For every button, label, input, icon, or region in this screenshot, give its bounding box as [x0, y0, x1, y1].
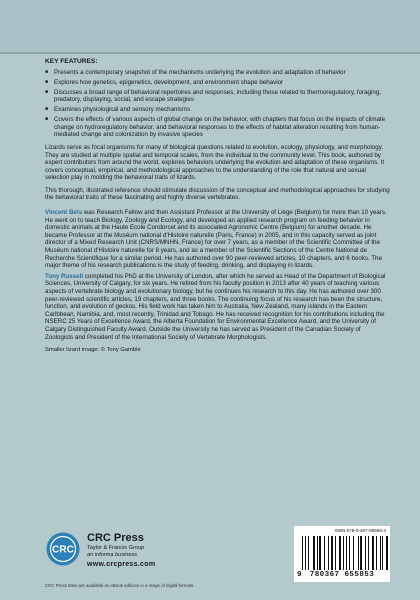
key-features-list [45, 69, 390, 139]
crc-logo-text: CRC [52, 544, 74, 556]
divider [0, 52, 420, 54]
barcode-bar [376, 536, 377, 570]
ebook-note: CRC Press titles are available as eBook editions in a range of digital formats [45, 583, 194, 588]
crc-logo-icon [45, 531, 81, 567]
barcode-bar [365, 536, 366, 570]
key-feature-item: ■ Explores how genetics, epigenetics, development, and environment shape behavior [54, 79, 390, 87]
barcode-bar [346, 536, 348, 570]
key-feature-item: ■ Examines physiological and sensory mechanisms [54, 106, 390, 114]
barcode-bar [368, 536, 369, 570]
isbn-barcode [294, 526, 390, 582]
barcode-bar [302, 536, 303, 570]
barcode-bar [386, 536, 389, 570]
author-name: Vincent Bels [45, 209, 83, 217]
top-band [0, 0, 420, 52]
barcode-bar [339, 536, 342, 570]
author-bio-text: was Research Fellow and then Assistant Professor at the University of Liège (Belgium) for more than 10 years. He went on to teach Biology, Zoology and Ecology, and developed an applied research program on feeding behavior in domestic animals at the Haute Ecole Condorcet and its associated Agronomic Centre (Belgium) for another decade. He became Professor at the Muséum national d'Histoire naturelle (Paris, France) in 2005, and in this capacity served as joint director of a Mixed Research Unit (CNRS/MNHN, France) for over 7 years, as a member of the Scientific Committee of the Muséum national d'Histoire naturelle for 8 years, and as a member of the Scientific Sections of the Centre National de Recherche Scientifique for a similar period. He has authored over 90 peer-reviewed articles, 10 chapters, and 6 books. The major theme of his research publications is the study of feeding, drinking, and displaying in lizards. [45, 209, 387, 270]
barcode-bar [360, 536, 362, 570]
author-bio [45, 209, 390, 270]
key-feature-item: ■ Covers the effects of various aspects of global change on the behavior, with chapters that focus on the impacts of climate change on hydroregulatory behavior, and behavioral responses to the effects of habitat alteration resulting from human-mediated change and colonization by invasive species [54, 116, 390, 139]
key-feature-item: ■ Discusses a broad range of behavioral repertoires and responses, including those related to thermoregulatory, foraging, predatory, displaying, social, and escape strategies [54, 89, 390, 104]
barcode-bar [380, 536, 381, 570]
barcode-bar [319, 536, 321, 570]
image-credit: Smaller lizard image: © Tony Gamble [45, 347, 141, 354]
publisher-website[interactable]: www.crcpress.com [87, 561, 156, 568]
barcode-bar [328, 536, 329, 570]
barcode-bar [331, 536, 333, 570]
description-paragraph: Lizards serve as focal organisms for many of biological questions related to evolution, ecology, physiology, and morphology. They are studied at multiple spatial and temporal scales, from the individual to the community level. This book, authored by expert contributors from around the world, explores behaviors underlying the evolution and adaptation of these organisms. It covers conceptual, empirical, and methodological approaches to the understanding of the role that natural and sexual selection play in molding the behavioral traits of lizards. [45, 143, 385, 182]
barcode-lead-digit: 9 [297, 571, 302, 579]
publisher-tagline: an informa business [87, 552, 138, 558]
isbn-text: ISBN 978-0-367-65585-3 [334, 528, 386, 533]
barcode-bar [324, 536, 325, 570]
barcode-bar [308, 536, 309, 570]
barcode-bar [317, 536, 318, 570]
barcode-bar [372, 536, 374, 570]
barcode-bar [353, 536, 354, 570]
barcode-bar [382, 536, 383, 570]
description-paragraph: This thorough, illustrated reference should stimulate discussion of the conceptual and methodological approaches for studying the behavioral traits of these fascinating and highly diverse vertebrates. [45, 186, 390, 202]
publisher-block [45, 528, 245, 578]
author-name: Tony Russell [45, 272, 84, 280]
barcode-bar [343, 536, 344, 570]
barcode-digits: 780367 655853 [309, 571, 375, 579]
barcode-bars [302, 536, 386, 570]
publisher-name: CRC Press [87, 532, 144, 544]
barcode-bar [305, 536, 307, 570]
barcode-bar [313, 536, 315, 570]
barcode-bar [358, 536, 359, 570]
key-feature-item: ■ Presents a contemporary snapshot of the mechanisms underlying the evolution and adaptation of behavior [54, 69, 390, 77]
author-bio-text: completed his PhD at the University of London, after which he served as Head of the Department of Biological Sciences, University of Calgary, for six years. He retired from his faculty position in 2013 after 40 years of teaching various aspects of vertebrate biology and evolutionary biology, but he continues his research to this day. He has authored over 300 peer-reviewed scientific articles, 19 chapters, and three books. The continuing focus of his research has been the structure, function, and evolution of geckos. His field work has taken him to Australia, New Zealand, many islands in the Eastern Caribbean, Namibia, and, most recently, Trinidad and Tobago. He has received recognition for his contributions including the NSERC 25 Years of Excellence Award, the Alberta Foundation for Environmental Excellence Award, and the University of Calgary Distinguished Faculty Award. Outside the University he has served as President of the Canadian Society of Zoologists and President of the International Society of Vertebrate Morphologists. [45, 272, 386, 341]
author-bio [45, 273, 390, 341]
key-features-title: KEY FEATURES: [45, 58, 98, 65]
barcode-bar [335, 536, 336, 570]
main-text [45, 58, 390, 355]
barcode-bar [349, 536, 350, 570]
publisher-group: Taylor & Francis Group [87, 545, 145, 551]
